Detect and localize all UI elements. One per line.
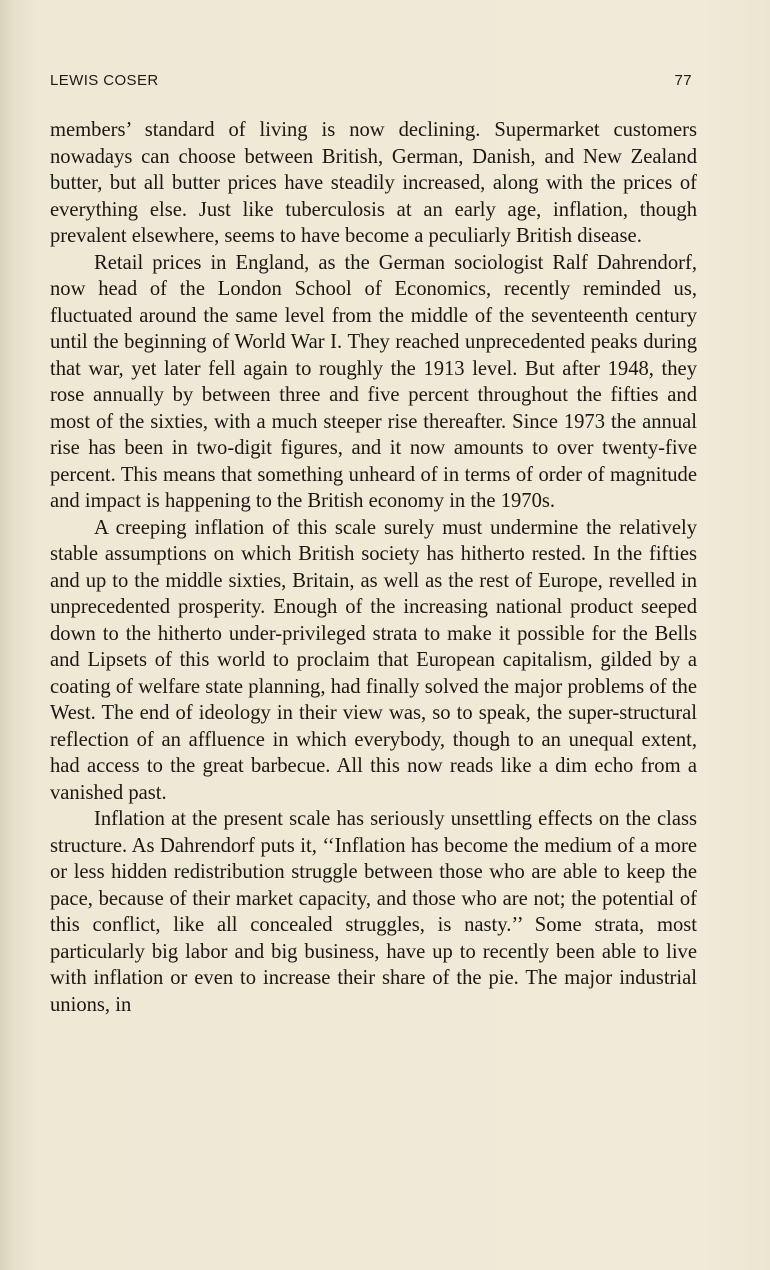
paragraph-continuation: members’ standard of living is now declining. Supermarket customers nowadays can choose between British, German, Danish, and New Zealand butter, but all butter prices have steadily increased, along with the prices of everything else. Just like tuberculosis at an early age, inflation, though prevalent elsewhere, seems to have become a peculiarly British disease. <box>50 119 697 247</box>
paragraph-class-structure: Inflation at the present scale has seriously unsettling effects on the class structure. As Dahrendorf puts it, ‘‘Inflation has become the medium of a more or less hidden redistribution struggle between those who are able to keep the pace, because of their market capacity, and those who are not; the potential of this conflict, like all concealed struggles, is nasty.’’ Some strata, most particularly big labor and big business, have up to recently been able to live with inflation or even to increase their share of the pie. The major industrial unions, in <box>50 808 697 1016</box>
paragraph-retail-prices: Retail prices in England, as the German sociologist Ralf Dahrendorf, now head of the London School of Economics, recently reminded us, fluctuated around the same level from the middle of the seventeenth century until the beginning of World War I. They reached unprecedented peaks during that war, yet later fell again to roughly the 1913 level. But after 1948, they rose annually by between three and five percent throughout the fifties and most of the sixties, with a much steeper rise thereafter. Since 1973 the annual rise has been in two-digit figures, and it now amounts to over twenty-five percent. This means that something unheard of in terms of order of magnitude and impact is happening to the British economy in the 1970s. <box>50 251 697 512</box>
paragraph-creeping-inflation: A creeping inflation of this scale surely must undermine the relatively stable assumptions on which British society has hitherto rested. In the fifties and up to the middle sixties, Britain, as well as the rest of Europe, revelled in unprecedented prosperity. Enough of the increasing national product seeped down to the hitherto under-privileged strata to make it possible for the Bells and Lipsets of this world to proclaim that European capitalism, gilded by a coating of welfare state planning, had finally solved the major problems of the West. The end of ideology in their view was, so to speak, the super-structural reflection of an affluence in which everybody, though to an unequal extent, had access to the great barbecue. All this now reads like a dim echo from a vanished past. <box>50 516 697 804</box>
page-number: 77 <box>674 72 692 89</box>
body-text <box>50 117 697 1018</box>
running-head-author: LEWIS COSER <box>50 72 159 89</box>
running-head <box>50 72 692 94</box>
